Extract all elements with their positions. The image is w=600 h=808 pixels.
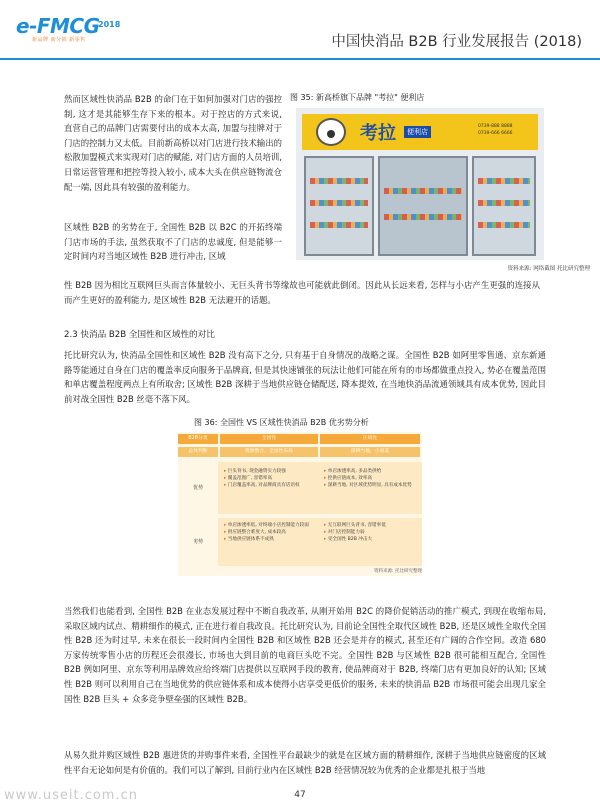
list-item: ▸ 控供应链成本, 效率高 bbox=[324, 475, 418, 482]
list-item: ▸ 单店渗透率高, 多品类供给 bbox=[324, 468, 418, 475]
table-header-national: 全国性 bbox=[220, 434, 318, 444]
shelf-row bbox=[310, 200, 368, 206]
table-subheader-national: 资源整合，全国性布局 bbox=[220, 447, 318, 457]
store-sign-brand: 考拉 bbox=[360, 123, 396, 144]
comparison-table bbox=[178, 432, 422, 576]
table-cell-national-advantage bbox=[224, 468, 316, 489]
shelf-row bbox=[384, 188, 462, 194]
table-cell-national-disadvantage bbox=[224, 522, 316, 543]
list-item: ▸ 受全国性 B2B 冲击大 bbox=[324, 536, 418, 543]
site-watermark: www.useit.com.cn bbox=[4, 788, 138, 803]
table-header-regional: 区域性 bbox=[320, 434, 420, 444]
shelf-row bbox=[310, 178, 368, 184]
list-item: ▸ 供应链整合难度大, 成本较高 bbox=[224, 529, 316, 536]
list-item: ▸ 覆盖范围广, 容错率高 bbox=[224, 475, 316, 482]
page-header bbox=[0, 0, 600, 52]
shelf-row bbox=[478, 200, 530, 206]
figure-35-source: 资料来源: 网络截图 托比研究整理 bbox=[507, 266, 590, 272]
shelf-row bbox=[384, 214, 462, 220]
body-paragraph-2: 区域性 B2B 的劣势在于, 全国性 B2B 以 B2C 的开拓终端门店市场的手法, 虽然获取不了门店的忠诚度, 但是能够一定时间内对当地区域性 B2B 进行冲击, 区域 bbox=[64, 222, 282, 262]
body-paragraph-2-continued: 性 B2B 因为相比互联网巨头而言体量较小、无巨头背书等缘故也可能就此倒闭。因此从长远来看, 怎样与小店产生更强的连接从而产生更好的盈利能力, 是区域性 B2B 无法避开的话题。 bbox=[64, 280, 540, 305]
body-paragraph-5: 从易久批并购区域性 B2B 惠进货的并购事件来看, 全国性平台最缺少的就是在区域方面的精耕细作, 深耕于当地供应链密度的区域性平台无论如何是有价值的。我们可以了解到, 目前行业内在区域性 B2B 经营情况较为优秀的企业都是扎根于当地 bbox=[64, 750, 546, 775]
store-sign bbox=[302, 114, 538, 150]
storefront-door bbox=[378, 156, 468, 256]
figure-35-storefront-photo bbox=[296, 108, 544, 260]
table-header-category: B2B分类 bbox=[178, 434, 218, 444]
shelf-row bbox=[478, 222, 530, 228]
figure-36-caption: 图 36: 全国性 VS 区域性快消品 B2B 优劣势分析 bbox=[194, 418, 369, 427]
storefront-window-left bbox=[304, 156, 374, 256]
store-sign-phone: 0739-888 8888 0739-666 6666 bbox=[478, 124, 513, 136]
figure-36-source: 资料来源: 托比研究整理 bbox=[374, 569, 422, 574]
body-paragraph-1: 然而区域性快消品 B2B 的命门在于如何加强对门店的强控制, 这才是其能够生存下来的根本。对于控店的方式来说, 直营自己的品牌门店需要付出的成本太高, 加盟与挂牌对于门店的控制力又太低。目前新高桥以对门店进行技术输出的松散加盟模式来实现对门店的赋能, 对门店方面的人员培训, 日常运营管理和把控等投入较小, 成本大头在供应链物流仓配一端, 因此具有较强的盈利能力。 bbox=[64, 94, 282, 192]
logo-tagline: 新品牌 新分销 新零售 bbox=[32, 37, 86, 43]
list-item: ▸ 当地供应链体系不成熟 bbox=[224, 536, 316, 543]
report-title: 中国快消品 B2B 行业发展报告 (2018) bbox=[331, 34, 582, 50]
list-item: ▸ 巨头背书, 现金融资实力较强 bbox=[224, 468, 316, 475]
list-item: ▸ 无互联网巨头背书, 容错率低 bbox=[324, 522, 418, 529]
list-item: ▸ 门店覆盖率高, 对品牌商具有话语权 bbox=[224, 482, 316, 489]
body-paragraph-4: 当然我们也能看到, 全国性 B2B 在业态发展过程中不断自我改革, 从刚开始用 B2C 的降价促销活动的推广模式, 到现在收缩布局, 采取区域内试点、精耕细作的模式, 正在进行着自我改良。托比研究认为, 目前论全国性全取代区域性 B2B, 还是区域性全取代全国性 B2B 还为时过早, 未来在很长一段时间内全国性 B2B 和区域性 B2B 还会是并存的模式, 甚至还有广阔的合作空间。改造 680 万家传统零售小店的历程还会很漫长, 市场也大到目前的电商巨头吃不完。全国性 B2B 与区域性 B2B 很可能相互配合, 全国性 B2B 例如阿里、京东等利用品牌效应给终端门店提供以互联网手段的教育, 使品牌商对于 B2B, 终端门店有更加良好的认知; 区域性 B2B 则可以利用自己在当地优势的供应链体系和成本使得小店享受更低价的服务, 未来的快消品 B2B 市场很可能会出现几家全国性 B2B 巨头 + 众多竞争壁垒强的区域性 B2B。 bbox=[64, 606, 546, 704]
header-divider bbox=[0, 58, 600, 60]
logo-year: 2018 bbox=[98, 20, 121, 29]
list-item: ▸ 对门店控制能力弱 bbox=[324, 529, 418, 536]
body-paragraph-3: 托比研究认为, 快消品全国性和区域性 B2B 没有高下之分, 只有基于自身情况的战略之谋。全国性 B2B 如阿里零售通、京东新通路等能通过自身在门店的覆盖率反向服务于品牌商, 但是其快速铺张的玩法让他们可能在所有的市场都做重点投入, 势必在覆盖范围和单店覆盖程度两点上有所取舍; 区域性 B2B 深耕于当地供应链仓储配送, 降本提效, 在当地快消品流通领域具有成本优势, 因此目前对战全国性 B2B 丝毫不落下风。 bbox=[64, 350, 546, 404]
page-number: 47 bbox=[294, 790, 306, 800]
table-row-label-disadvantage: 劣势 bbox=[192, 539, 203, 545]
shelf-row bbox=[478, 178, 530, 184]
koala-icon bbox=[316, 118, 346, 146]
section-heading: 2.3 快消品 B2B 全国性和区域性的对比 bbox=[64, 330, 215, 340]
figure-35-caption: 图 35: 新高桥旗下品牌 "考拉" 便利店 bbox=[290, 93, 425, 102]
storefront-window-right bbox=[472, 156, 536, 256]
table-cell-regional-disadvantage bbox=[324, 522, 418, 543]
store-sign-subtitle: 便利店 bbox=[404, 126, 431, 138]
logo-wordmark: e-FMCG bbox=[16, 14, 100, 38]
list-item: ▸ 深耕当地, 对区域优势明显, 具有成本优势 bbox=[324, 482, 418, 489]
efmcg-logo bbox=[16, 14, 126, 48]
table-subheader-label: 总体判断 bbox=[178, 447, 218, 457]
table-subheader-regional: 深耕当地，小而美 bbox=[320, 447, 420, 457]
shelf-row bbox=[310, 222, 368, 228]
list-item: ▸ 单店渗透率低, 对终端小店控制能力较弱 bbox=[224, 522, 316, 529]
table-row-label-advantage: 优势 bbox=[192, 485, 203, 491]
table-cell-regional-advantage bbox=[324, 468, 418, 489]
